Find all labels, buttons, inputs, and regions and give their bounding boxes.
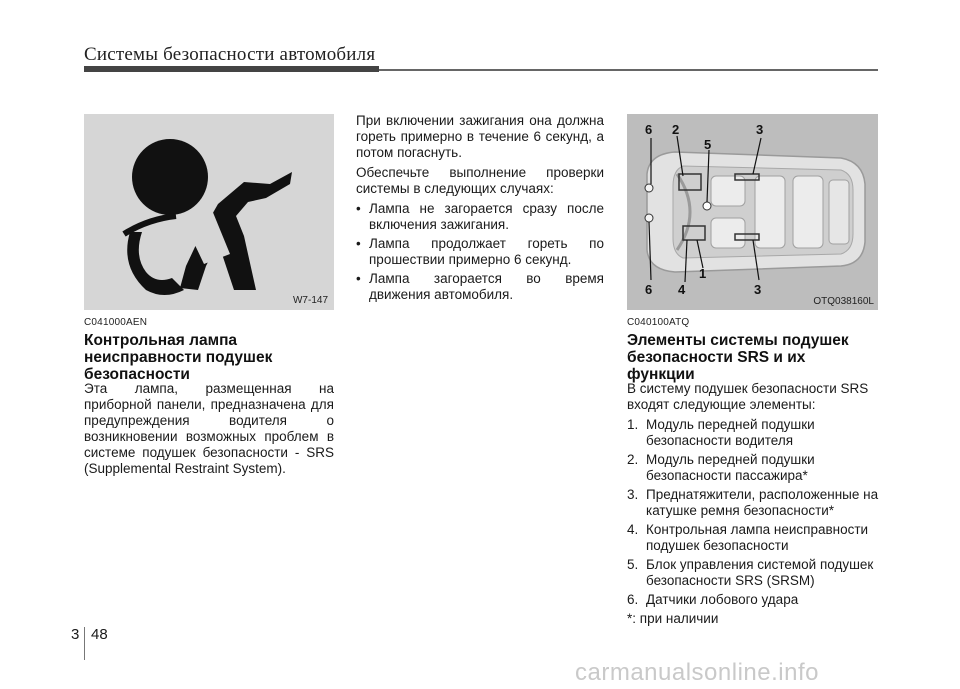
car-top-view-icon	[627, 114, 878, 310]
srs-components-figure	[627, 114, 878, 310]
list-item: 1. Модуль передней подушки безопасности водителя	[627, 417, 815, 448]
figure-code: OTQ038160L	[813, 296, 874, 307]
callout-label: 6	[645, 122, 653, 137]
paragraph-ignition: При включении зажигания она должна гореть примерно в течение 6 секунд, а потом погаснуть.	[356, 113, 604, 160]
bullet-icon: •	[356, 271, 361, 286]
page-number: 48	[91, 626, 108, 643]
footer-divider	[84, 627, 85, 660]
airbag-warning-symbol-icon	[84, 114, 334, 310]
callout-label: 2	[672, 122, 680, 137]
list-item: • Лампа продолжает гореть по прошествии примерно 6 секунд.	[356, 236, 604, 267]
paragraph-check: Обеспечьте выполнение проверки системы в следующих случаях:	[356, 165, 604, 196]
callout-label: 1	[699, 266, 707, 281]
body-paragraph: Эта лампа, размещенная на приборной панели, предназначена для предупреждения водителя о возникновении возможных проблем в системе подушек безопасности - SRS (Supplemental Restraint System).	[84, 381, 334, 476]
callout-label: 3	[756, 122, 764, 137]
check-conditions-list	[356, 201, 604, 303]
airbag-warning-lamp-figure	[84, 114, 334, 310]
list-item: • Лампа не загорается сразу после включения зажигания.	[356, 201, 604, 232]
list-item: 4. Контрольная лампа неисправности подушек безопасности	[627, 522, 869, 553]
section-code: C040100ATQ	[627, 317, 690, 328]
bullet-icon: •	[356, 236, 361, 251]
callout-label: 5	[704, 137, 712, 152]
callout-label: 4	[678, 282, 686, 297]
section-heading: Элементы системы подушек безопасности SRS и их функции	[627, 332, 849, 383]
callout-label: 3	[754, 282, 762, 297]
intro-paragraph: В систему подушек безопасности SRS входят следующие элементы:	[627, 381, 869, 412]
footnote: *: при наличии	[627, 611, 719, 626]
section-code: C041000AEN	[84, 317, 148, 328]
list-item: 3. Преднатяжители, расположенные на катушке ремня безопасности*	[627, 487, 879, 518]
callout-label: 6	[645, 282, 653, 297]
bullet-icon: •	[356, 201, 361, 216]
chapter-number: 3	[71, 626, 80, 643]
page-header-title: Системы безопасности автомобиля	[84, 44, 376, 65]
middle-column-text	[356, 113, 604, 306]
section-heading: Контрольная лампа неисправности подушек безопасности	[84, 332, 273, 383]
list-item: 6. Датчики лобового удара	[627, 592, 799, 607]
srs-components-list	[627, 417, 879, 608]
list-item: 2. Модуль передней подушки безопасности пассажира*	[627, 452, 815, 483]
list-item: 5. Блок управления системой подушек безопасности SRS (SRSM)	[627, 557, 874, 588]
srs-components-text	[627, 381, 879, 627]
watermark: carmanualsonline.info	[575, 659, 819, 686]
header-bar	[84, 66, 379, 72]
list-item: • Лампа загорается во время движения автомобиля.	[356, 271, 604, 302]
figure-code: W7-147	[292, 295, 328, 306]
header-rule	[379, 69, 878, 71]
section-body	[84, 381, 334, 481]
